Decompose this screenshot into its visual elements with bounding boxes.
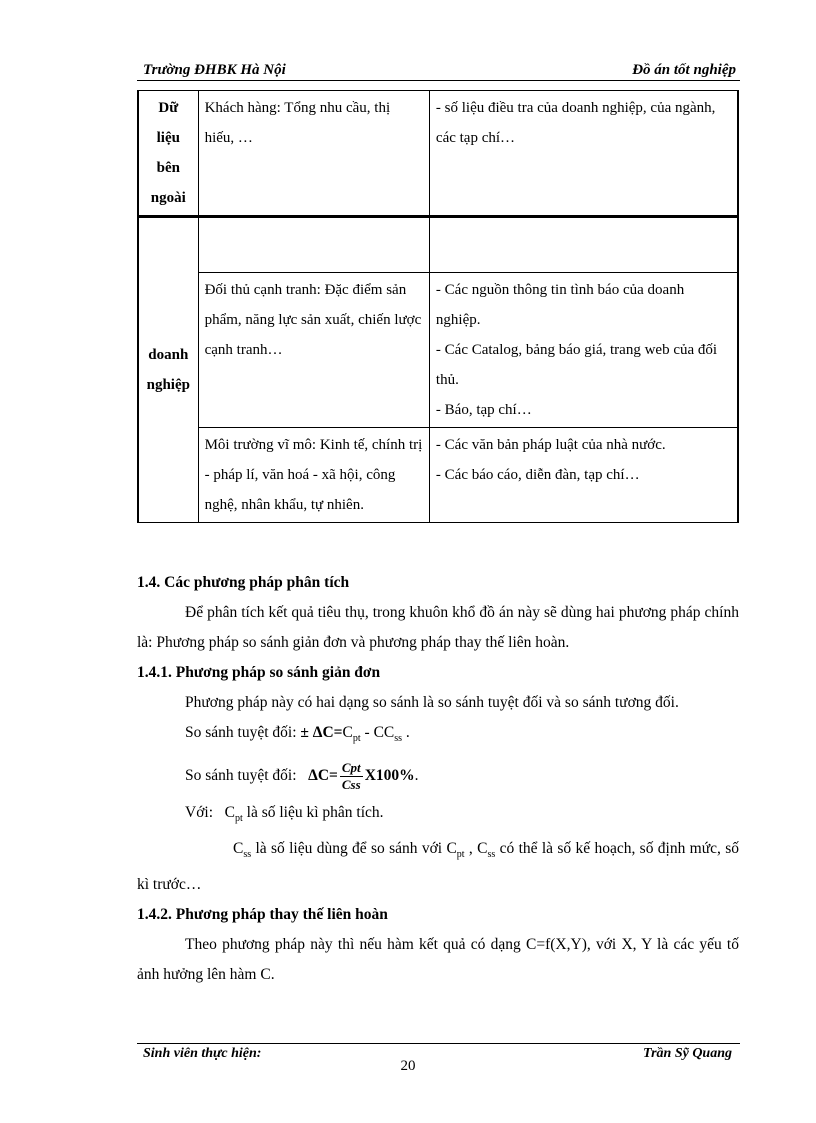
- section-heading: 1.4.2. Phương pháp thay thế liên hoàn: [137, 906, 388, 924]
- cell-competitors-source: [429, 273, 738, 428]
- section-heading: 1.4.1. Phương pháp so sánh giản đơn: [137, 664, 381, 681]
- table-row: [138, 217, 738, 273]
- symbol: C: [233, 840, 244, 858]
- symbol: C: [224, 804, 235, 822]
- fraction-denominator: Css: [341, 777, 361, 793]
- definition: là số liệu kì phân tích.: [242, 804, 384, 822]
- cell-customers: Khách hàng: Tổng nhu cầu, thị hiếu, …: [198, 91, 429, 217]
- label-line: doanh: [148, 347, 189, 363]
- formula-sub: pt: [352, 733, 361, 745]
- where-label: Với:: [185, 804, 214, 822]
- cell-customers-source: - số liệu điều tra của doanh nghiệp, của ngành, các tạp chí…: [429, 91, 738, 217]
- paragraph: Để phân tích kết quả tiêu thụ, trong khuôn khổ đồ án này sẽ dùng hai phương pháp chính là: Phương pháp so sánh giản đơn và phương pháp thay thế liên hoàn.: [137, 604, 739, 651]
- where-line: [137, 798, 739, 834]
- header-title: Đồ án tốt nghiệp: [632, 62, 736, 78]
- table-row: [138, 428, 738, 523]
- cell-empty: [429, 217, 738, 273]
- cell-macro-env: Môi trường vĩ mô: Kinh tế, chính trị - pháp lí, văn hoá - xã hội, công nghệ, nhân khẩu, tự nhiên.: [198, 428, 429, 523]
- formula-absolute: [137, 718, 739, 754]
- page-header: [137, 58, 740, 81]
- formula-label: So sánh tuyệt đối:: [185, 724, 297, 741]
- definition: , C: [464, 840, 488, 858]
- footer-author: Trần Sỹ Quang: [643, 1046, 732, 1061]
- source-line: - Các báo cáo, diễn đàn, tạp chí…: [435, 467, 640, 483]
- formula-part: - CC: [360, 724, 395, 741]
- symbol-sub: pt: [234, 813, 243, 825]
- cell-empty: [198, 217, 429, 273]
- formula-part: C: [342, 724, 353, 741]
- source-line: - Các nguồn thông tin tình báo của doanh nghiệp.: [435, 282, 685, 328]
- formula-part: ± ΔC=: [300, 724, 343, 741]
- formula-sub: ss: [394, 733, 403, 745]
- symbol-sub: ss: [243, 849, 252, 861]
- formula-part: .: [402, 724, 410, 741]
- label-line: ngoài: [150, 190, 186, 206]
- formula-part: .: [414, 767, 419, 785]
- formula-label: So sánh tuyệt đối:: [185, 767, 297, 785]
- symbol-sub: pt: [456, 849, 465, 861]
- formula-relative: [137, 754, 739, 798]
- label-line: Dữ: [158, 100, 179, 116]
- page-number: 20: [400, 1058, 416, 1074]
- formula-part: X100%: [364, 767, 415, 785]
- definition: là số liệu dùng để so sánh với C: [251, 840, 457, 858]
- source-line: - Các Catalog, bảng báo giá, trang web của đối thủ.: [435, 342, 718, 388]
- label-line: nghiệp: [146, 377, 190, 393]
- source-line: - Các văn bản pháp luật của nhà nước.: [435, 437, 666, 453]
- row-label-enterprise: [138, 217, 198, 523]
- table-row: [138, 91, 738, 217]
- paragraph: Phương pháp này có hai dạng so sánh là so sánh tuyệt đối và so sánh tương đối.: [185, 694, 679, 711]
- definition: có thể là số kế hoạch, số định mức, số kì trước…: [137, 840, 740, 894]
- cell-competitors: Đối thủ cạnh tranh: Đặc điểm sản phẩm, năng lực sản xuất, chiến lược cạnh tranh…: [198, 273, 429, 428]
- where-line: [137, 834, 739, 900]
- fraction-numerator: Cpt: [341, 760, 361, 776]
- table-row: [138, 273, 738, 428]
- formula-fraction: [340, 760, 363, 793]
- formula-part: ΔC=: [308, 767, 338, 785]
- footer-label: Sinh viên thực hiện:: [143, 1046, 262, 1061]
- paragraph: Theo phương pháp này thì nếu hàm kết quả có dạng C=f(X,Y), với X, Y là các yếu tố ảnh hưởng lên hàm C.: [137, 936, 739, 984]
- cell-macro-env-source: [429, 428, 738, 523]
- body-text: [137, 568, 739, 990]
- section-heading: 1.4. Các phương pháp phân tích: [137, 574, 350, 591]
- row-label-external: [138, 91, 198, 217]
- label-line: liệu: [156, 130, 180, 146]
- label-line: bên: [156, 160, 180, 176]
- data-source-table: [137, 90, 739, 523]
- header-school: Trường ĐHBK Hà Nội: [143, 62, 286, 78]
- symbol-sub: ss: [487, 849, 496, 861]
- source-line: - Báo, tạp chí…: [435, 402, 532, 418]
